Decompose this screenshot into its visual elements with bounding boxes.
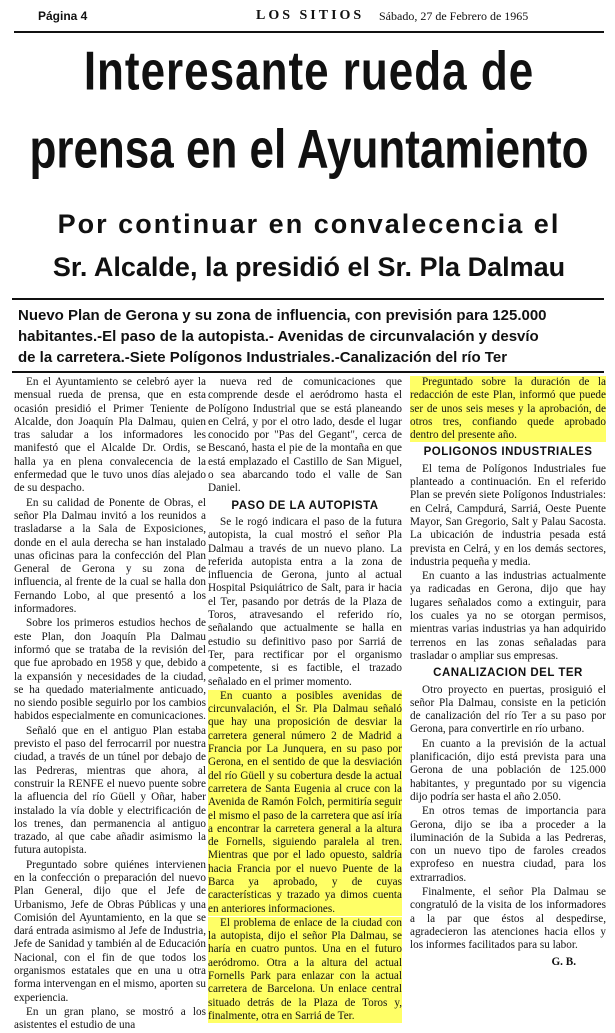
- section-heading: CANALIZACION DEL TER: [433, 667, 583, 680]
- paragraph: Preguntado sobre quiénes intervienen en la confección o preparación del nuevo Plan General, dijo que el Jefe de Urbanismo, Jefe de Obras Públicas y una Comisión del Ayuntamiento, en la que se dará entrada asimismo al Jefe de Industria, Jefe de Sanidad y también al de Educación Nacional, con el fin de que todos los organismos estatales que en una u otra forma intervengan en el mismo, aporten su experiencia.: [14, 858, 206, 1004]
- article-column-3: [410, 376, 606, 1016]
- paragraph: Otro proyecto en puertas, prosiguió el señor Pla Dalmau, consiste en la petición de canalización del río Ter a su paso por Gerona, para convertirle en río urbano.: [410, 683, 606, 736]
- headline-line-1: Interesante rueda de: [83, 40, 535, 102]
- author-signature: G. B.: [551, 956, 576, 969]
- paragraph: Finalmente, el señor Pla Dalmau se congratuló de la visita de los informadores a la par que éstos al despedirse, agradecieron las atenciones hacia ellos y los informes facilitados para su labor.: [410, 885, 606, 952]
- issue-date: Sábado, 27 de Febrero de 1965: [379, 9, 529, 23]
- masthead: LOS SITIOS: [256, 8, 365, 23]
- highlighted-paragraph: Preguntado sobre la duración de la redacción de este Plan, informó que puede ser de unos seis meses y la aprobación, de otros tres, confiando quede aprobado dentro del presente año.: [410, 376, 606, 442]
- article-column-1: [14, 376, 206, 1032]
- paragraph: En otros temas de importancia para Gerona, dijo se iba a proceder a la iluminación de la Subida a las Pedreras, con un nuevo tipo de faroles creados exprofeso en nuestra ciudad, para los extrarradios.: [410, 805, 606, 884]
- summary-line-2: habitantes.-El paso de la autopista.- Avenidas de circunvalación y desvío: [18, 328, 539, 345]
- summary-line-1: Nuevo Plan de Gerona y su zona de influencia, con previsión para 125.000: [18, 307, 547, 324]
- highlighted-paragraph: En cuanto a posibles avenidas de circunvalación, el Sr. Pla Dalmau señaló que hay una proposición de desviar la carretera general número 2 de Madrid a Francia por La Junquera, en su paso por Gerona, en el sentido de que la desviación del río Güell y su cobertura desde la actual carretera de Santa Eugenia al cruce con la Avenida de Ramón Folch, permitiría seguir el mismo el paso de la carretera que así iría a encontrar la carretera general a la altura de Fornells, siguiendo paralela al tren. Mientras que por el lado opuesto, saldría hacia Francia por el nuevo Puente de la Barca ya aprobado, y de cuyas características y trazado ya dimos cuenta en anteriores informaciones.: [208, 689, 402, 915]
- paragraph: En cuanto a la previsión de la actual planificación, dijo está prevista para una Gerona de una población de 125.000 habitantes, y preguntado por su vigencia dijo podría ser hasta el año 2.050.: [410, 737, 606, 803]
- summary-line-3: de la carretera.-Siete Polígonos Industriales.-Canalización del río Ter: [18, 349, 508, 366]
- paragraph: En su calidad de Ponente de Obras, el señor Pla Dalmau invitó a los reunidos a trasladarse a la Sala de Exposiciones, donde en el aula derecha se han instalado unas oficinas para la confección del Plan General de Gerona y su zona de influencia, al frente de la cual se halla don Fernando Lobo, al que presentó a los informadores.: [14, 496, 206, 616]
- divider: [12, 298, 604, 300]
- page-header: [14, 9, 604, 33]
- page-number: Página 4: [38, 9, 88, 23]
- subhead-line-2: Sr. Alcalde, la presidió el Sr. Pla Dalmau: [52, 252, 566, 282]
- paragraph: Se le rogó indicara el paso de la futura autopista, la cual mostró el señor Pla Dalmau a través de un nuevo plano. La referida autopista entra a la zona de influencia de Gerona, junto al actual Hospital Psiquiátrico de Salt, para ir hacia el Ter, pasando por detrás de la Plaza de Toros, atravesando el referido río, señalando que actualmente se halla en estudio su definitivo paso por Sarriá de Ter, para rectificar por el organismo competente, si es factible, el trazado señalado en el primer momento.: [208, 515, 402, 688]
- section-heading: POLIGONOS INDUSTRIALES: [423, 446, 593, 459]
- paragraph: Sobre los primeros estudios hechos de este Plan, don Joaquín Pla Dalmau informó que se trataba de la revisión del que fue aprobado en 1958 y que, debido a la expansión y necesidades de la ciudad, se ha quedado materialmente anticuado, no siendo posible seguirlo por los cambios habidos especialmente en comunicaciones.: [14, 617, 206, 723]
- article-column-2: [208, 376, 402, 1022]
- section-heading: PASO DE LA AUTOPISTA: [231, 499, 379, 512]
- summary-deck: [18, 305, 604, 369]
- subhead-line-1: Por continuar en convalecencia el: [57, 209, 561, 239]
- headline-line-2: prensa en el Ayuntamiento: [29, 118, 589, 180]
- paragraph: El tema de Polígonos Industriales fue planteado a continuación. En el referido Plan se prevén siete Polígonos Industriales: en Celrá, Campdurá, Sarriá, Oeste Puente Mayor, San Gregorio, Salt y Palau Sacosta. La ubicación de industria pesada está prevista en Celrá, y en los demás sectores, industria pequeña y media.: [410, 462, 606, 568]
- paragraph: En el Ayuntamiento se celebró ayer la mensual rueda de prensa, que en esta ocasión presidió el Primer Teniente de Alcalde, don Joaquín Pla Dalmau, quien tras saludar a los informadores les manifestó que el Alcalde Dr. Ordis, se halla ya en plena convalecencia de la enfermedad que le tuvo unos días alejado de su despacho.: [14, 376, 206, 495]
- highlighted-paragraph: El problema de enlace de la ciudad con la autopista, dijo el señor Pla Dalmau, se haría en cuatro puntos. Una en el futuro aeródromo. Otra a la altura del actual Fornells Park para enlazar con la actual carretera de Barcelona. Un enlace central situado detrás de la Plaza de Toros y, finalmente, otra en Sarriá de Ter.: [208, 916, 402, 1022]
- divider: [12, 371, 604, 373]
- paragraph: En un gran plano, se mostró a los asistentes el estudio de una: [14, 1005, 206, 1032]
- paragraph: Señaló que en el antiguo Plan estaba previsto el paso del ferrocarril por nuestra ciudad, a través de un túnel por debajo de las Pedreras, mientras que ahora, al construir la RENFE el nuevo puente sobre la afluencia del río Güell y Oñar, haber instalado la vía doble y electrificación de los trenes, dan permanencia al antiguo trazado, al que cabe añadir asimismo la futura autopista.: [14, 724, 206, 857]
- paragraph: nueva red de comunicaciones que comprende desde el aeródromo hasta el Polígono Industrial que se está planeando en Celrá, y por el otro lado, desde el lugar conocido por "Pas del Gegant", cerca de Bescanó, hasta el pie de la montaña en que está emplazado el Castillo de San Miguel, o sea abarcando todo el valle de San Daniel.: [208, 376, 402, 495]
- paragraph: En cuanto a las industrias actualmente ya radicadas en Gerona, dijo que hay lugares señalados como a extinguir, para los cuales ya no se otorgan permisos, mientras varias industrias ya han adquirido terrenos en las zonas señaladas para trasladar o ampliar sus empresas.: [410, 570, 606, 662]
